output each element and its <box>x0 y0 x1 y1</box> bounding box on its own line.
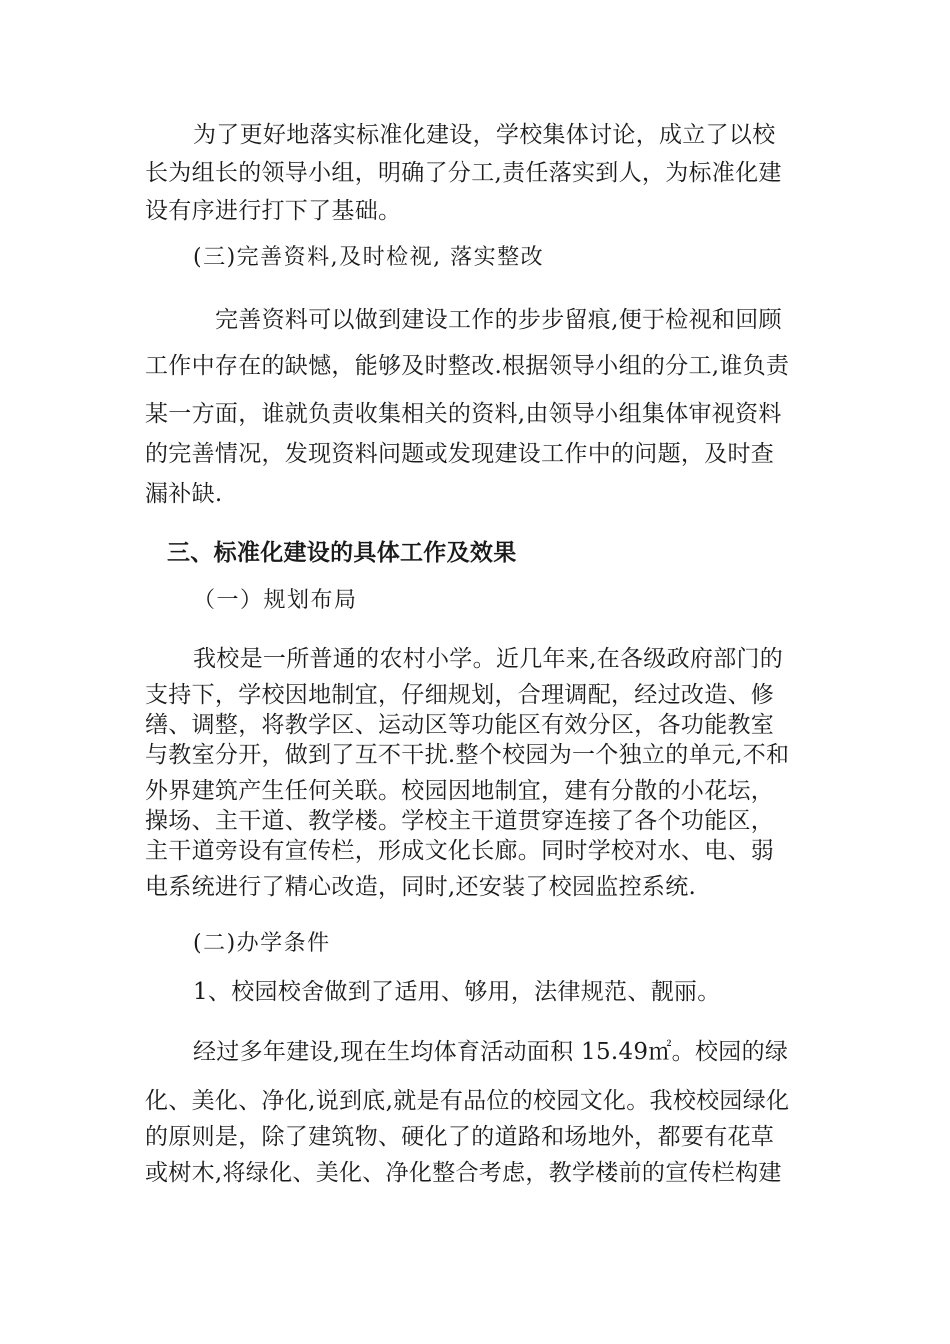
paragraph-line: 完善资料可以做到建设工作的步步留痕,便于检视和回顾 <box>215 307 782 333</box>
paragraph-line: 经过多年建设,现在生均体育活动面积 15.49㎡。校园的绿 <box>193 1039 789 1065</box>
paragraph-line: 设有序进行打下了基础。 <box>145 198 402 224</box>
paragraph-line: 化、美化、净化,说到底,就是有品位的校园文化。我校校园绿化 <box>145 1088 790 1114</box>
list-item: 1、校园校舍做到了适用、够用，法律规范、靓丽。 <box>193 979 721 1005</box>
paragraph-line: 电系统进行了精心改造，同时,还安装了校园监控系统. <box>145 874 697 900</box>
section-subheading: (二)办学条件 <box>193 931 331 956</box>
paragraph-line: 的完善情况，发现资料问题或发现建设工作中的问题，及时查 <box>145 441 775 467</box>
paragraph-line: 漏补缺. <box>145 481 223 507</box>
paragraph-line: 外界建筑产生任何关联。校园因地制宜，建有分散的小花坛， <box>145 778 775 804</box>
paragraph-line: 为了更好地落实标准化建设，学校集体讨论，成立了以校 <box>193 122 776 148</box>
section-heading: 三、标准化建设的具体工作及效果 <box>167 540 517 566</box>
section-subheading: (三)完善资料,及时检视, 落实整改 <box>193 245 545 270</box>
paragraph-line: 我校是一所普通的农村小学。近几年来,在各级政府部门的 <box>193 646 784 672</box>
paragraph-line: 操场、主干道、教学楼。学校主干道贯穿连接了各个功能区， <box>145 808 775 834</box>
paragraph-line: 主干道旁设有宣传栏，形成文化长廊。同时学校对水、电、弱 <box>145 838 775 864</box>
paragraph-line: 工作中存在的缺憾，能够及时整改.根据领导小组的分工,谁负责 <box>145 353 790 379</box>
paragraph-line: 支持下，学校因地制宜，仔细规划，合理调配，经过改造、修 <box>145 682 775 708</box>
paragraph-line: 或树木,将绿化、美化、净化整合考虑，教学楼前的宣传栏构建 <box>145 1160 782 1186</box>
section-subheading: （一）规划布局 <box>193 588 358 613</box>
paragraph-line: 某一方面，谁就负责收集相关的资料,由领导小组集体审视资料 <box>145 401 782 427</box>
paragraph-line: 与教室分开，做到了互不干扰.整个校园为一个独立的单元,不和 <box>145 742 790 768</box>
paragraph-line: 的原则是，除了建筑物、硬化了的道路和场地外，都要有花草 <box>145 1124 775 1150</box>
paragraph-line: 长为组长的领导小组，明确了分工,责任落实到人，为标准化建 <box>145 160 782 186</box>
paragraph-line: 缮、调整，将教学区、运动区等功能区有效分区，各功能教室 <box>145 712 775 738</box>
